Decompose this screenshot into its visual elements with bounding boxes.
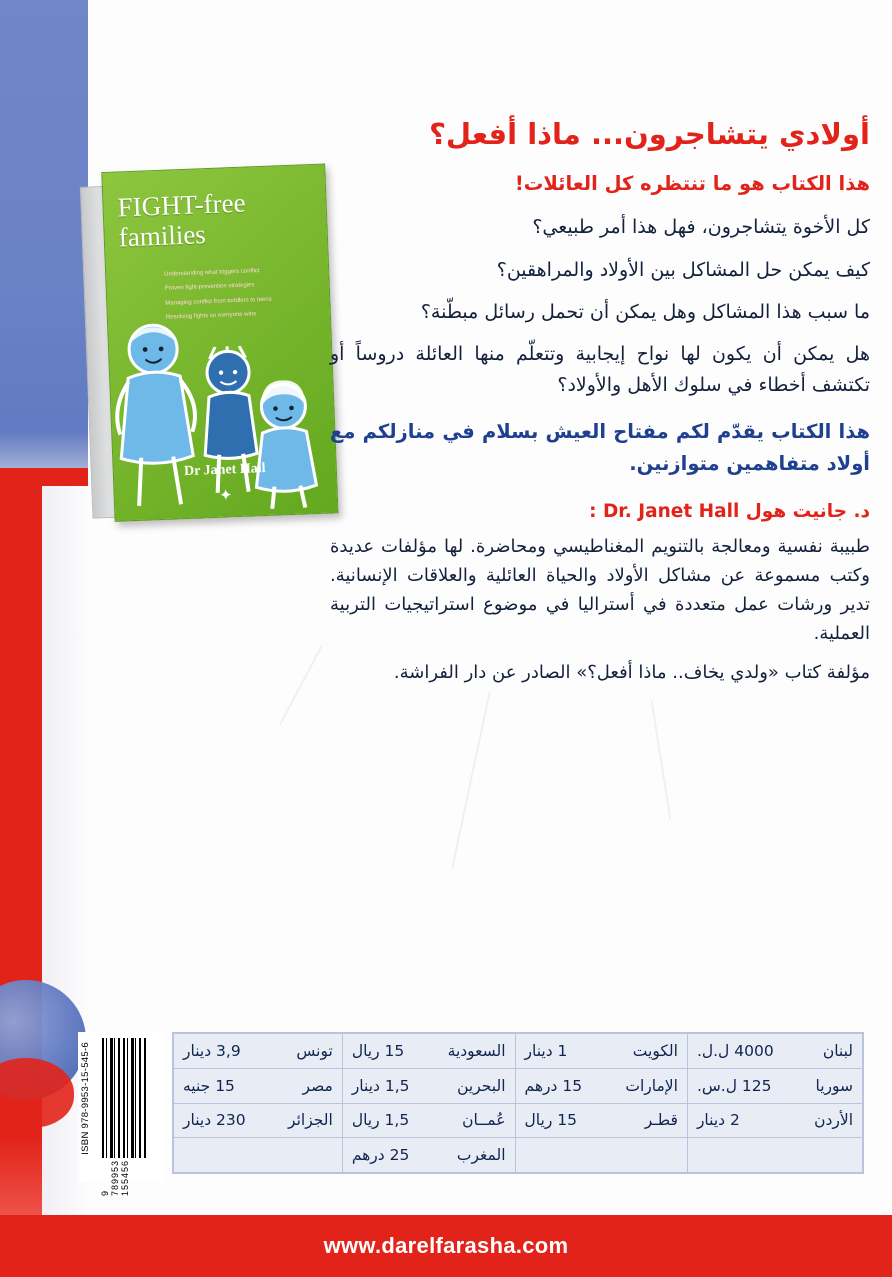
author-other-book: مؤلفة كتاب «ولدي يخاف.. ماذا أفعل؟» الصادر عن دار الفراشة.: [393, 662, 870, 684]
price-cell-empty: [687, 1138, 862, 1173]
book-cover-author: Dr Janet Hall: [183, 461, 266, 480]
barcode-isbn-text: ISBN 978-9953-15-545-6: [80, 1042, 91, 1155]
price-country: البحرين: [457, 1076, 506, 1095]
author-colon: :: [589, 500, 603, 522]
price-cell: [515, 1068, 687, 1103]
price-value: 1 دينار: [524, 1041, 568, 1060]
price-value: 15 جنيه: [183, 1076, 235, 1095]
price-cell: [687, 1034, 862, 1069]
book-cover-title-line1: FIGHT-free: [117, 187, 247, 223]
decorative-red-strip-top: [0, 468, 88, 486]
price-value: 15 ريال: [351, 1041, 405, 1060]
highlight-paragraph: هذا الكتاب يقدّم لكم مفتاح العيش بسلام في منازلكم مع أولاد متفاهمين متوازنين.: [330, 420, 870, 475]
price-country: المغرب: [456, 1146, 506, 1165]
barcode-bars: [102, 1038, 146, 1158]
price-country: عُمــان: [462, 1111, 506, 1130]
price-country: الأردن: [814, 1111, 853, 1130]
price-cell-empty: [515, 1138, 687, 1173]
book-cover-title: [117, 185, 319, 253]
price-cell: [687, 1103, 862, 1138]
book-front-cover: [101, 163, 338, 521]
book-cover-bullet: Managing conflict from toddlers to teens: [165, 296, 272, 307]
price-cell: [687, 1068, 862, 1103]
price-value: 15 ريال: [524, 1111, 577, 1130]
back-cover-text-column: [330, 116, 870, 698]
body-paragraph: ما سبب هذا المشاكل وهل يمكن أن تحمل رسائل مبطّنة؟: [420, 301, 870, 324]
price-table: [172, 1032, 864, 1174]
price-cell: [515, 1103, 687, 1138]
book-cover-bullet: Resolving fights so everyone wins: [165, 311, 257, 321]
author-name-latin: Dr. Janet Hall: [602, 500, 740, 522]
price-value: 125 ل.س.: [696, 1076, 772, 1095]
decorative-blue-panel: [0, 0, 88, 470]
table-row: [174, 1103, 863, 1138]
price-country: لبنان: [822, 1041, 853, 1060]
price-value: 15 درهم: [524, 1076, 583, 1095]
table-row: [174, 1034, 863, 1069]
price-country: مصر: [302, 1076, 333, 1095]
price-country: سوريا: [815, 1076, 853, 1095]
price-cell: [174, 1034, 343, 1069]
price-cell: [342, 1068, 515, 1103]
price-country: الكويت: [632, 1041, 678, 1060]
body-paragraph: كل الأخوة يتشاجرون، فهل هذا أمر طبيعي؟: [532, 215, 870, 238]
author-bio-paragraph: طبيبة نفسية ومعالجة بالتنويم المغناطيسي ومحاضرة. لها مؤلفات عديدة وكتب مسموعة عن مشاكل الأولاد والحياة العائلية والعلاقات الإنسانية. تدير ورشات عمل متعددة في أستراليا في موضوع استراتيجيات التربية العملية.: [330, 535, 870, 645]
price-cell: [515, 1034, 687, 1069]
author-byline: [330, 501, 870, 522]
price-value: 4000 ل.ل.: [696, 1041, 774, 1060]
price-country: قطـر: [644, 1111, 678, 1130]
book-cover-image: [79, 163, 342, 527]
subheading: هذا الكتاب هو ما تنتظره كل العائلات!: [514, 172, 870, 196]
body-paragraph: هل يمكن أن يكون لها نواح إيجابية وتتعلّم منها العائلة دروساً أو تكتشف أخطاء في سلوك الأهل والأولاد؟: [330, 342, 870, 396]
table-row: [174, 1068, 863, 1103]
price-cell: [342, 1103, 515, 1138]
price-cell: [342, 1034, 515, 1069]
book-cover-bullet: Understanding what triggers conflict: [164, 268, 260, 278]
price-cell: [174, 1103, 343, 1138]
book-cover-bullets: [164, 265, 316, 328]
price-value: 1,5 ريال: [351, 1111, 410, 1130]
page-title: أولادي يتشاجرون... ماذا أفعل؟: [429, 117, 870, 151]
book-cover-publisher-mark: ✦: [218, 485, 233, 505]
price-country: تونس: [296, 1041, 333, 1060]
price-cell: [342, 1138, 515, 1173]
publisher-website[interactable]: www.darelfarasha.com: [323, 1233, 569, 1258]
price-country: الجزائر: [288, 1111, 333, 1130]
price-cell: [174, 1068, 343, 1103]
price-value: 1,5 دينار: [351, 1076, 410, 1095]
body-paragraph: كيف يمكن حل المشاكل بين الأولاد والمراهقين؟: [496, 259, 870, 282]
table-row: [174, 1138, 863, 1173]
price-value: 230 دينار: [183, 1111, 246, 1130]
barcode: [78, 1032, 164, 1197]
price-value: 25 درهم: [351, 1146, 410, 1165]
book-cover-bullet: Proven fight-prevention strategies: [164, 282, 255, 293]
book-cover-title-line2: families: [118, 219, 207, 253]
price-value: 2 دينار: [696, 1111, 740, 1130]
price-value: 3,9 دينار: [183, 1041, 241, 1060]
price-country: السعودية: [447, 1041, 506, 1060]
price-cell-empty: [174, 1138, 343, 1173]
author-name-arabic: د. جانيت هول: [745, 500, 870, 522]
barcode-digits: 9 789953 155456: [100, 1159, 130, 1197]
price-country: الإمارات: [625, 1076, 678, 1095]
